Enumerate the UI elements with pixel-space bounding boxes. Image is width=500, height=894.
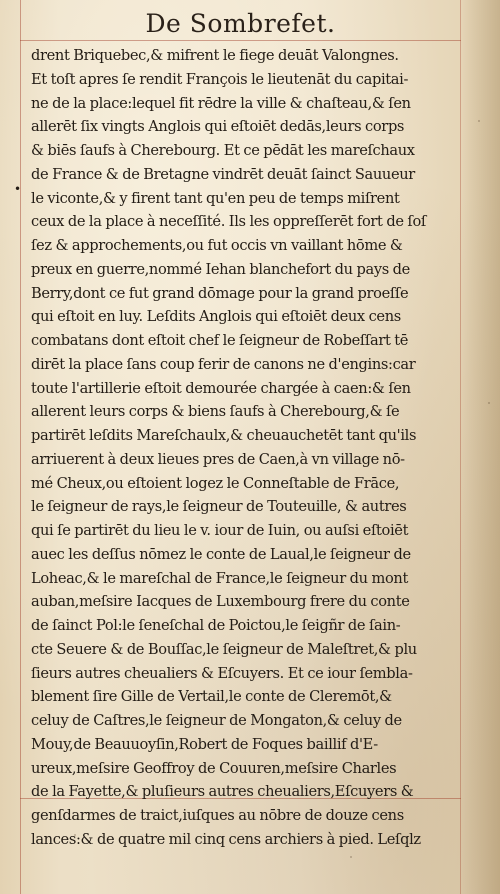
body-text bbox=[31, 44, 459, 852]
text-line: toute l'artillerie eſtoit demourée chargée à caen:& ſen bbox=[31, 379, 411, 397]
text-line: & biēs ſaufs à Cherebourg. Et ce pēdāt les mareſchaux bbox=[31, 142, 415, 159]
text-line: Berry,dont ce fut grand dōmage pour la grand proeſſe bbox=[31, 284, 409, 302]
text-line: celuy de Caſtres,le ſeigneur de Mongaton,& celuy de bbox=[31, 712, 402, 729]
text-line: ureux,meſsire Geoffroy de Couuren,meſsire Charles bbox=[31, 759, 397, 777]
text-line: mé Cheux,ou eſtoient logez le Conneſtable de Frāce, bbox=[31, 474, 400, 492]
text-line: ſez & approchements,ou fut occis vn vaillant hōme & bbox=[31, 237, 403, 254]
running-header: De Sombrefet. bbox=[145, 9, 336, 38]
paper-speck bbox=[488, 402, 490, 404]
text-line: dirēt la place ſans coup ferir de canons ne d'engins:car bbox=[31, 355, 416, 373]
text-line: partirēt leſdits Mareſchaulx,& cheuauchetēt tant qu'ils bbox=[31, 427, 417, 444]
text-line: combatans dont eſtoit chef le ſeigneur de Robeſſart tē bbox=[31, 332, 409, 349]
text-line: genſdarmes de traict,iuſques au nōbre de douze cens bbox=[31, 807, 404, 824]
text-line: auban,meſsire Iacques de Luxembourg frere du conte bbox=[31, 593, 410, 611]
margin-mark: • bbox=[14, 182, 22, 196]
text-line: ne de la place:lequel fit rēdre la ville & chaſteau,& ſen bbox=[31, 94, 411, 112]
text-line: qui ſe partirēt du lieu le v. iour de Iuin, ou auſsi eſtoiēt bbox=[31, 522, 409, 539]
right-margin-rule bbox=[460, 0, 461, 894]
text-line: arriuerent à deux lieues pres de Caen,à vn village nō- bbox=[31, 450, 405, 468]
page-gutter-shadow bbox=[460, 0, 500, 894]
text-line: lances:& de quatre mil cinq cens archiers à pied. Leſqlz bbox=[31, 830, 421, 848]
text-line: cte Seuere & de Bouſſac,le ſeigneur de Maleſtret,& plu bbox=[31, 640, 417, 658]
text-line: auec les deſſus nōmez le conte de Laual,le ſeigneur de bbox=[31, 545, 411, 563]
text-line: Loheac,& le mareſchal de France,le ſeigneur du mont bbox=[31, 569, 408, 587]
text-line: preux en guerre,nommé Iehan blanchefort du pays de bbox=[31, 260, 410, 278]
text-line: de France & de Bretagne vindrēt deuāt ſainct Sauueur bbox=[31, 165, 415, 183]
left-margin-rule bbox=[20, 0, 21, 894]
paper-speck bbox=[478, 120, 480, 122]
text-line: Et toſt apres ſe rendit François le lieutenāt du capitai- bbox=[31, 70, 409, 88]
text-line: allerēt ſix vingts Anglois qui eſtoiēt dedās,leurs corps bbox=[31, 118, 405, 136]
text-line: ceux de la place à neceſſité. Ils les oppreſſerēt fort de ſoſ bbox=[31, 213, 426, 231]
text-line: le ſeigneur de rays,le ſeigneur de Touteuille, & autres bbox=[31, 498, 407, 516]
paper-speck bbox=[350, 856, 352, 858]
text-line: de ſainct Pol:le ſeneſchal de Poictou,le ſeigñr de ſain- bbox=[31, 617, 401, 634]
text-line: de la Fayette,& pluſieurs autres cheualiers,Eſcuyers & bbox=[31, 783, 414, 801]
header-rule bbox=[20, 40, 461, 41]
text-line: qui eſtoit en luy. Leſdits Anglois qui eſtoiēt deux cens bbox=[31, 308, 401, 326]
text-line: blement ſire Gille de Vertail,le conte de Cleremōt,& bbox=[31, 688, 392, 706]
text-line: ſieurs autres cheualiers & Eſcuyers. Et ce iour ſembla- bbox=[31, 664, 413, 682]
paper-speck bbox=[74, 834, 76, 836]
text-line: Mouy,de Beauuoyſin,Robert de Foques baillif d'E- bbox=[31, 735, 378, 753]
text-line: allerent leurs corps & biens ſaufs à Cherebourg,& ſe bbox=[31, 403, 400, 421]
text-line: drent Briquebec,& mifrent le fiege deuāt Valongnes. bbox=[31, 47, 399, 64]
text-line: le viconte,& y firent tant qu'en peu de temps miſrent bbox=[31, 189, 400, 207]
